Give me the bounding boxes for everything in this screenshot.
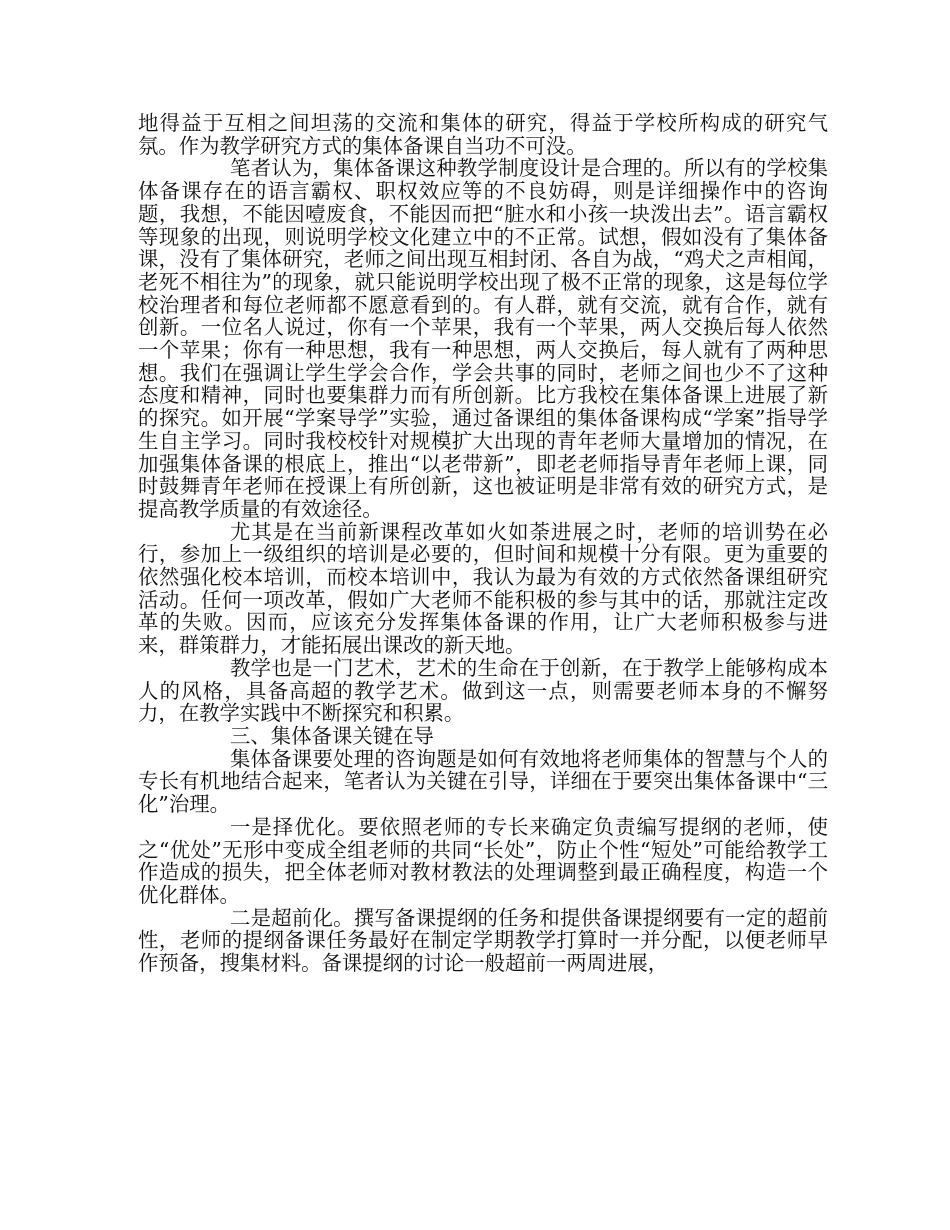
paragraph-7: 二是超前化。撰写备课提纲的任务和提供备课提纲要有一定的超前性，老师的提纲备课任务最好在制定学期教学打算时一并分配，以便老师早作预备，搜集材料。备课提纲的讨论一般超前一两周进展，	[138, 905, 828, 976]
paragraph-3: 尤其是在当前新课程改革如火如荼进展之时，老师的培训势在必行，参加上一级组织的培训是必要的，但时间和规模十分有限。更为重要的依然强化校本培训，而校本培训中，我认为最为有效的方式依然备课组研究活动。任何一项改革，假如广大老师不能积极的参与其中的话，那就注定改革的失败。因而，应该充分发挥集体备课的作用，让广大老师积极参与进来，群策群力，才能拓展出课改的新天地。	[138, 519, 828, 658]
paragraph-1: 地得益于互相之间坦荡的交流和集体的研究，得益于学校所构成的研究气氛。作为教学研究方式的集体备课自当功不可没。	[138, 111, 828, 158]
paragraph-2: 笔者认为，集体备课这种教学制度设计是合理的。所以有的学校集体备课存在的语言霸权、职权效应等的不良妨碍，则是详细操作中的咨询题，我想，不能因噎废食，不能因而把“脏水和小孩一块泼出去”。语言霸权等现象的出现，则说明学校文化建立中的不正常。试想，假如没有了集体备课，没有了集体研究，老师之间出现互相封闭、各自为战，“鸡犬之声相闻，老死不相往为”的现象，就只能说明学校出现了极不正常的现象，这是每位学校治理者和每位老师都不愿意看到的。有人群，就有交流，就有合作，就有创新。一位名人说过，你有一个苹果，我有一个苹果，两人交换后每人依然一个苹果；你有一种思想，我有一种思想，两人交换后，每人就有了两种思想。我们在强调让学生学会合作，学会共事的同时，老师之间也少不了这种态度和精神，同时也要集群力而有所创新。比方我校在集体备课上进展了新的探究。如开展“学案导学”实验，通过备课组的集体备课构成“学案”指导学生自主学习。同时我校校针对规模扩大出现的青年老师大量增加的情况，在加强集体备课的根底上，推出“以老带新”，即老老师指导青年老师上课，同时鼓舞青年老师在授课上有所创新，这也被证明是非常有效的研究方式，是提高教学质量的有效途径。	[138, 156, 828, 521]
paragraph-4: 教学也是一门艺术，艺术的生命在于创新，在于教学上能够构成本人的风格，具备高超的教学艺术。做到这一点，则需要老师本身的不懈努力，在教学实践中不断探究和积累。	[138, 655, 828, 726]
section-heading: 三、集体备课关键在导	[230, 723, 434, 748]
document-page	[138, 112, 828, 975]
paragraph-6: 一是择优化。要依照老师的专长来确定负责编写提纲的老师，使之“优处”无形中变成全组老师的共同“长处”，防止个性“短处”可能给教学工作造成的损失，把全体老师对教材教法的处理调整到最正确程度，构造一个优化群体。	[138, 814, 828, 907]
paragraph-5: 集体备课要处理的咨询题是如何有效地将老师集体的智慧与个人的专长有机地结合起来，笔者认为关键在引导，详细在于要突出集体备课中“三化”治理。	[138, 746, 828, 817]
